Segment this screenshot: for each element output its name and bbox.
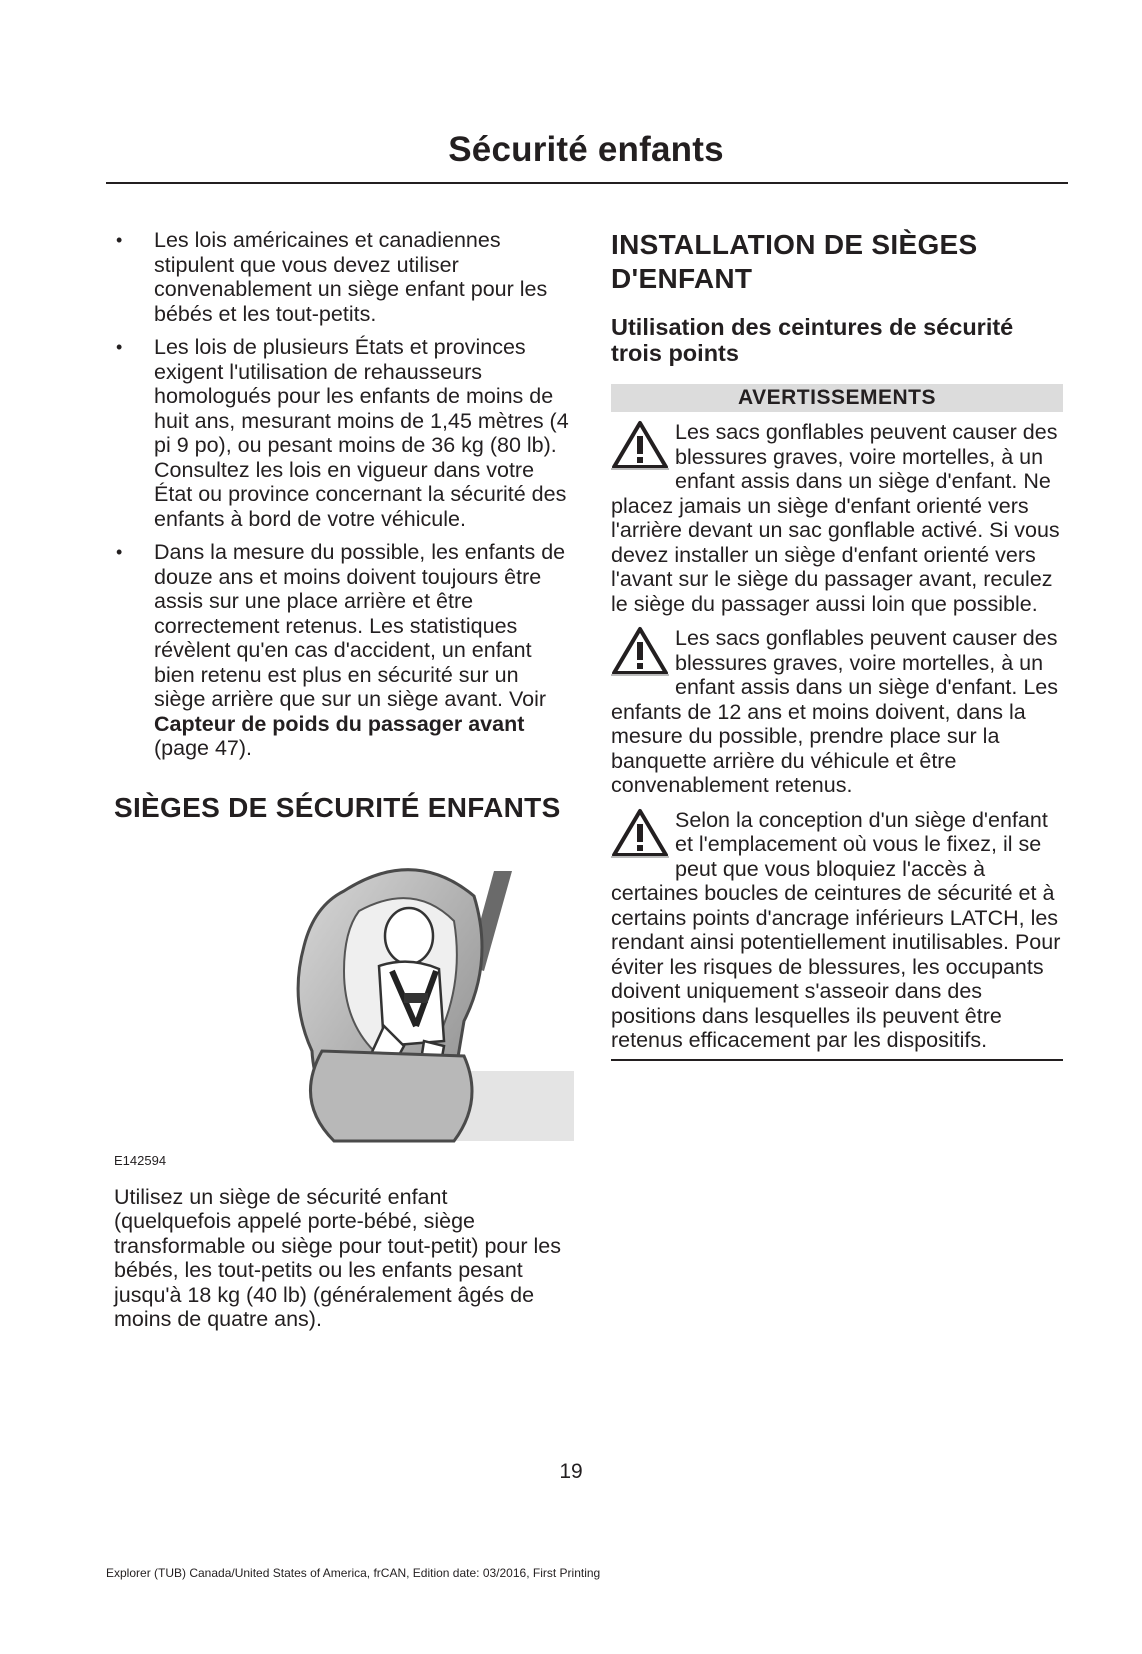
footer-edition-info: Explorer (TUB) Canada/United States of America, frCAN, Edition date: 03/2016, First Printing: [106, 1566, 601, 1580]
warning-block: [611, 808, 1063, 1053]
cross-reference-link[interactable]: Capteur de poids du passager avant: [154, 711, 525, 736]
right-column: [611, 228, 1063, 1061]
list-item: [114, 228, 569, 326]
bullet-text: Dans la mesure du possible, les enfants de douze ans et moins doivent toujours être assis sur une place arrière et être correctement retenus. Les statistiques révèlent qu'en cas d'accident, un enfant bien retenu est plus en sécurité sur un siège arrière que sur un siège avant. Voir: [154, 540, 566, 711]
warning-text: Selon la conception d'un siège d'enfant et l'emplacement où vous le fixez, il se peut que vous bloquiez l'accès à certaines boucles de ceintures de sécurité et à certains points d'ancrage inférieurs LATCH, les rendant ainsi potentiellement inutilisables. Pour éviter les risques de blessures, les occupants doivent uniquement s'asseoir dans des positions dans lesquelles ils peuvent être retenus efficacement par les dispositifs.: [611, 807, 1061, 1052]
bullet-text: Les lois de plusieurs États et provinces exigent l'utilisation de rehausseurs homologués pour les enfants de moins de huit ans, mesurant moins de 1,45 mètres (4 pi 9 po), ou pesant moins de 36 kg (80 lb). Consultez les lois en vigueur dans votre État ou province concernant la sécurité des enfants à bord de votre véhicule.: [154, 335, 569, 531]
warning-block: [611, 626, 1063, 798]
bullet-text: (page 47).: [154, 736, 253, 760]
figure-code: E142594: [114, 1152, 167, 1168]
section-heading-installation: INSTALLATION DE SIÈGES D'ENFANT: [611, 229, 978, 294]
warnings-header: AVERTISSEMENTS: [611, 384, 1063, 412]
subheading-three-point-belts: Utilisation des ceintures de sécurité trois points: [611, 314, 1014, 366]
bullet-icon: •: [116, 337, 123, 357]
warning-triangle-icon: [611, 420, 669, 470]
bullet-text: Les lois américaines et canadiennes stipulent que vous devez utiliser convenablement un siège enfant pour les bébés et les tout-petits.: [154, 228, 548, 326]
child-seat-illustration: [194, 851, 574, 1151]
page-title: Sécurité enfants: [448, 130, 724, 169]
page-number: 19: [559, 1460, 583, 1483]
list-item: [114, 335, 569, 531]
child-seat-image: [194, 851, 574, 1151]
section-heading-child-seats: SIÈGES DE SÉCURITÉ ENFANTS: [114, 791, 561, 823]
warning-block: [611, 420, 1063, 616]
left-column: [114, 228, 569, 1332]
body-paragraph: Utilisez un siège de sécurité enfant (quelquefois appelé porte-bébé, siège transformable ou siège pour tout-petit) pour les bébés, les tout-petits ou les enfants pesant jusqu'à 18 kg (40 lb) (généralement âgés de moins de quatre ans).: [114, 1184, 561, 1331]
list-item: [114, 540, 569, 761]
title-divider: [106, 182, 1068, 184]
warning-triangle-icon: [611, 626, 669, 676]
bullet-icon: •: [116, 230, 123, 250]
bullet-list: [114, 228, 569, 761]
bullet-icon: •: [116, 542, 123, 562]
warning-text: Les sacs gonflables peuvent causer des blessures graves, voire mortelles, à un enfant assis dans un siège d'enfant. Ne placez jamais un siège d'enfant orienté vers l'arrière devant un sac gonflable activé. Si vous devez installer un siège d'enfant orienté vers l'avant sur le siège du passager avant, reculez le siège du passager aussi loin que possible.: [611, 420, 1060, 616]
warning-text: Les sacs gonflables peuvent causer des blessures graves, voire mortelles, à un enfant assis dans un siège d'enfant. Les enfants de 12 ans et moins doivent, dans la mesure du possible, prendre place sur la banquette arrière du véhicule et être convenablement retenus.: [611, 626, 1059, 797]
warning-triangle-icon: [611, 808, 669, 858]
warnings-end-divider: [611, 1059, 1063, 1061]
